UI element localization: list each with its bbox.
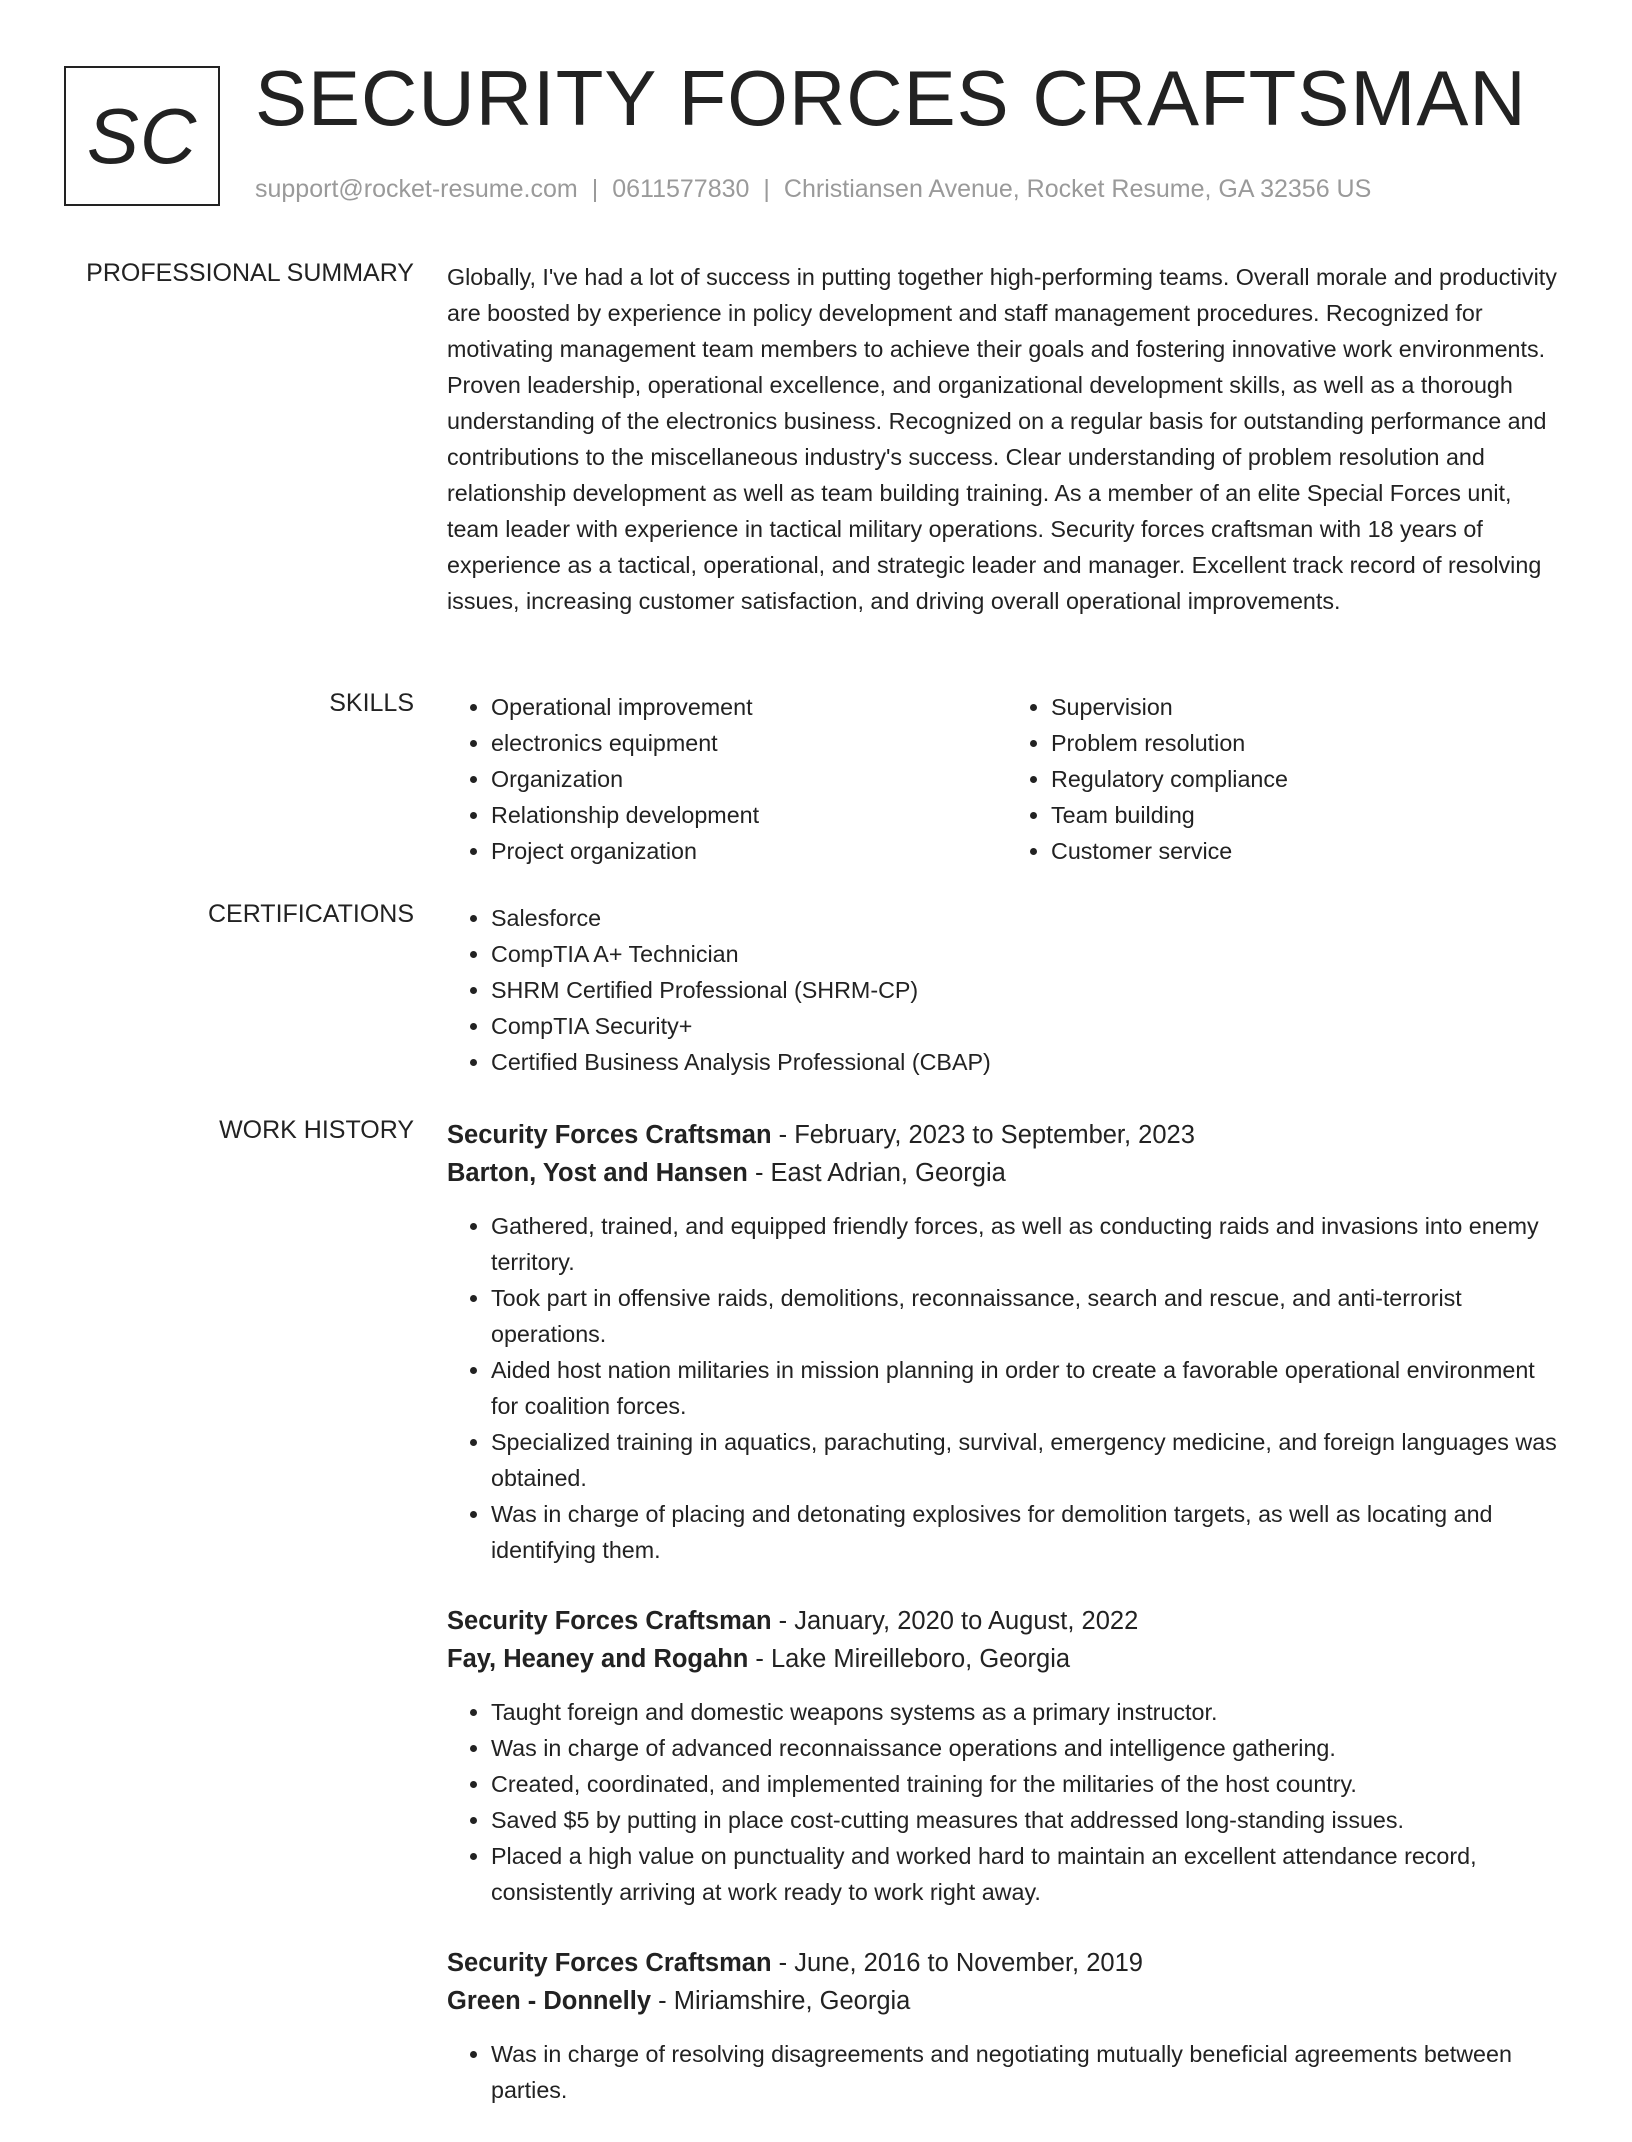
job-bullet: • Gathered, trained, and equipped friendly forces, as well as conducting raids and invasions into enemy territory. bbox=[491, 1208, 1567, 1280]
contact-separator: | bbox=[763, 175, 770, 203]
job-bullet: • Placed a high value on punctuality and worked hard to maintain an excellent attendance record, consistently arriving at work ready to work right away. bbox=[491, 1838, 1567, 1910]
job-role: Security Forces Craftsman bbox=[447, 1121, 772, 1149]
skills-columns bbox=[447, 689, 1567, 869]
job-bullets bbox=[447, 1694, 1567, 1910]
job-bullet: • Was in charge of placing and detonating explosives for demolition targets, as well as locating and identifying them. bbox=[491, 1496, 1567, 1568]
job-location: - East Adrian, Georgia bbox=[747, 1159, 1006, 1187]
certification-item: • Certified Business Analysis Professional (CBAP) bbox=[491, 1044, 1567, 1080]
contact-line bbox=[255, 175, 1371, 204]
job-title-line bbox=[447, 1602, 1567, 1640]
job-company: Fay, Heaney and Rogahn bbox=[447, 1645, 749, 1673]
job-entry bbox=[447, 1116, 1567, 1568]
resume-name: SECURITY FORCES CRAFTSMAN bbox=[255, 54, 1527, 142]
job-entry bbox=[447, 1944, 1567, 2108]
job-title-line bbox=[447, 1944, 1567, 1982]
job-bullet: • Took part in offensive raids, demolitions, reconnaissance, search and rescue, and anti-terrorist operations. bbox=[491, 1280, 1567, 1352]
job-bullet: • Saved $5 by putting in place cost-cutting measures that addressed long-standing issues. bbox=[491, 1802, 1567, 1838]
skill-item: • Supervision bbox=[1051, 689, 1567, 725]
certification-item: • SHRM Certified Professional (SHRM-CP) bbox=[491, 972, 1567, 1008]
contact-address: Christiansen Avenue, Rocket Resume, GA 32356 US bbox=[783, 175, 1372, 203]
skill-item: • Organization bbox=[491, 761, 1007, 797]
job-bullet: • Created, coordinated, and implemented training for the militaries of the host country. bbox=[491, 1766, 1567, 1802]
skill-item: • Regulatory compliance bbox=[1051, 761, 1567, 797]
job-location: - Lake Mireilleboro, Georgia bbox=[748, 1645, 1071, 1673]
summary-text: Globally, I've had a lot of success in putting together high-performing teams. Overall morale and productivity are boosted by experience in policy development and staff management procedures. Recognized for motivating management team members to achieve their goals and fostering innovative work environments. Proven leadership, operational excellence, and organizational development skills, as well as a thorough understanding of the electronics business. Recognized on a regular basis for outstanding performance and contributions to the miscellaneous industry's success. Clear understanding of problem resolution and relationship development as well as team building training. As a member of an elite Special Forces unit, team leader with experience in tactical military operations. Security forces craftsman with 18 years of experience as a tactical, operational, and strategic leader and manager. Excellent track record of resolving issues, increasing customer satisfaction, and driving overall operational improvements. bbox=[447, 264, 1557, 614]
skill-item: • Operational improvement bbox=[491, 689, 1007, 725]
job-bullets bbox=[447, 1208, 1567, 1568]
skill-item: • Project organization bbox=[491, 833, 1007, 869]
job-bullet: • Was in charge of advanced reconnaissance operations and intelligence gathering. bbox=[491, 1730, 1567, 1766]
contact-phone[interactable]: 0611577830 bbox=[612, 175, 750, 203]
skill-item: • electronics equipment bbox=[491, 725, 1007, 761]
job-company-line bbox=[447, 1640, 1567, 1678]
section-title-skills: SKILLS bbox=[329, 689, 414, 717]
contact-email[interactable]: support@rocket-resume.com bbox=[255, 175, 578, 203]
job-dates: - January, 2020 to August, 2022 bbox=[771, 1607, 1139, 1635]
certification-item: • Salesforce bbox=[491, 900, 1567, 936]
job-location: - Miriamshire, Georgia bbox=[651, 1987, 911, 2015]
job-title-line bbox=[447, 1116, 1567, 1154]
certification-item: • CompTIA A+ Technician bbox=[491, 936, 1567, 972]
work-history-body bbox=[447, 1116, 1567, 2142]
contact-separator: | bbox=[591, 175, 599, 203]
certifications-body bbox=[447, 900, 1567, 1080]
skills-list-left bbox=[447, 689, 1007, 869]
job-bullets bbox=[447, 2036, 1567, 2108]
section-title-summary: PROFESSIONAL SUMMARY bbox=[86, 259, 414, 287]
certifications-list bbox=[447, 900, 1567, 1080]
skills-list-right bbox=[1007, 689, 1567, 869]
monogram-logo bbox=[64, 66, 220, 206]
job-role: Security Forces Craftsman bbox=[447, 1949, 772, 1977]
section-title-certifications: CERTIFICATIONS bbox=[207, 900, 414, 928]
job-bullet: • Taught foreign and domestic weapons systems as a primary instructor. bbox=[491, 1694, 1567, 1730]
section-title-work-history: WORK HISTORY bbox=[219, 1116, 414, 1144]
skill-item: • Customer service bbox=[1051, 833, 1567, 869]
certification-item: • CompTIA Security+ bbox=[491, 1008, 1567, 1044]
job-bullet: • Was in charge of resolving disagreements and negotiating mutually beneficial agreements between parties. bbox=[491, 2036, 1567, 2108]
monogram-initials: SC bbox=[86, 91, 198, 180]
skill-item: • Problem resolution bbox=[1051, 725, 1567, 761]
job-role: Security Forces Craftsman bbox=[447, 1607, 772, 1635]
job-dates: - June, 2016 to November, 2019 bbox=[771, 1949, 1143, 1977]
skill-item: • Relationship development bbox=[491, 797, 1007, 833]
job-company: Green - Donnelly bbox=[447, 1987, 652, 2015]
job-company-line bbox=[447, 1154, 1567, 1192]
job-bullet: • Specialized training in aquatics, parachuting, survival, emergency medicine, and foreign languages was obtained. bbox=[491, 1424, 1567, 1496]
job-company: Barton, Yost and Hansen bbox=[447, 1159, 748, 1187]
skill-item: • Team building bbox=[1051, 797, 1567, 833]
job-bullet: • Aided host nation militaries in mission planning in order to create a favorable operational environment for coalition forces. bbox=[491, 1352, 1567, 1424]
job-company-line bbox=[447, 1982, 1567, 2020]
job-dates: - February, 2023 to September, 2023 bbox=[771, 1121, 1195, 1149]
job-entry bbox=[447, 1602, 1567, 1910]
